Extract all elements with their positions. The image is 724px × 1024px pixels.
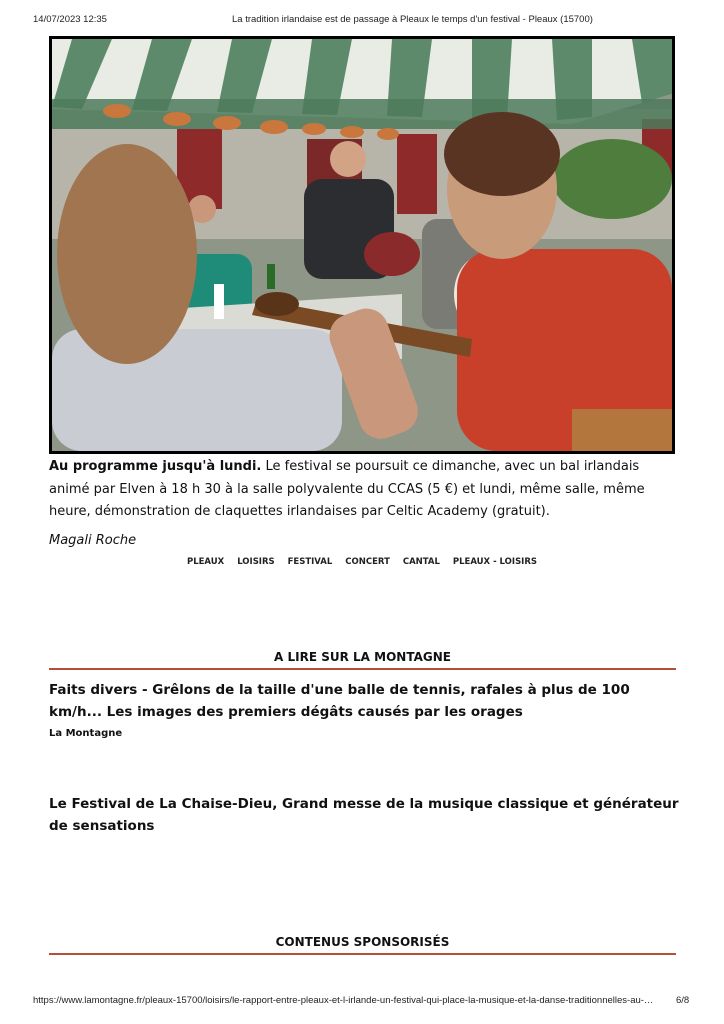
tag-concert[interactable]: CONCERT [345, 557, 390, 567]
print-date: 14/07/2023 12:35 [33, 14, 107, 25]
related-article-title[interactable]: Le Festival de La Chaise-Dieu, Grand messe de la musique classique et générateur de sensations [49, 796, 679, 834]
page-number: 6/8 [676, 995, 690, 1006]
tag-cantal[interactable]: CANTAL [402, 557, 440, 567]
tag-loisirs[interactable]: LOISIRS [237, 557, 275, 567]
print-url: https://www.lamontagne.fr/pleaux-15700/loisirs/le-rapport-entre-pleaux-et-l-irlande-un-festival-qui-place-la-musique-et-la-danse-traditionnelles-au-… [33, 995, 654, 1006]
sponsored-heading: CONTENUS SPONSORISÉS [49, 935, 676, 955]
article-lead: Au programme jusqu'à lundi. [49, 459, 262, 474]
tag-list [0, 557, 724, 567]
article-body: Le festival se poursuit ce dimanche, avec un bal irlandais animé par Elven à 18 h 30 à la salle polyvalente du CCAS (5 €) et lundi, même salle, même heure, démonstration de claquettes irlandaises par Celtic Academy (gratuit). [49, 459, 645, 519]
photo-musicians-session-icon [52, 39, 672, 451]
tag-pleaux-loisirs[interactable]: PLEAUX - LOISIRS [452, 557, 538, 567]
related-heading: A LIRE SUR LA MONTAGNE [49, 650, 676, 670]
related-article-source: La Montagne [49, 728, 123, 739]
print-header [0, 14, 724, 28]
tag-pleaux[interactable]: PLEAUX [186, 557, 225, 567]
print-page-title: La tradition irlandaise est de passage à Pleaux le temps d'un festival - Pleaux (15700) [232, 14, 593, 25]
article-paragraph [49, 456, 679, 524]
article-photo [49, 36, 675, 454]
tag-festival[interactable]: FESTIVAL [287, 557, 333, 567]
article-author: Magali Roche [49, 533, 137, 548]
related-article-title[interactable]: Faits divers - Grêlons de la taille d'une balle de tennis, rafales à plus de 100 km/h... Les images des premiers dégâts causés par les orages [49, 682, 630, 720]
print-footer [0, 995, 724, 1009]
